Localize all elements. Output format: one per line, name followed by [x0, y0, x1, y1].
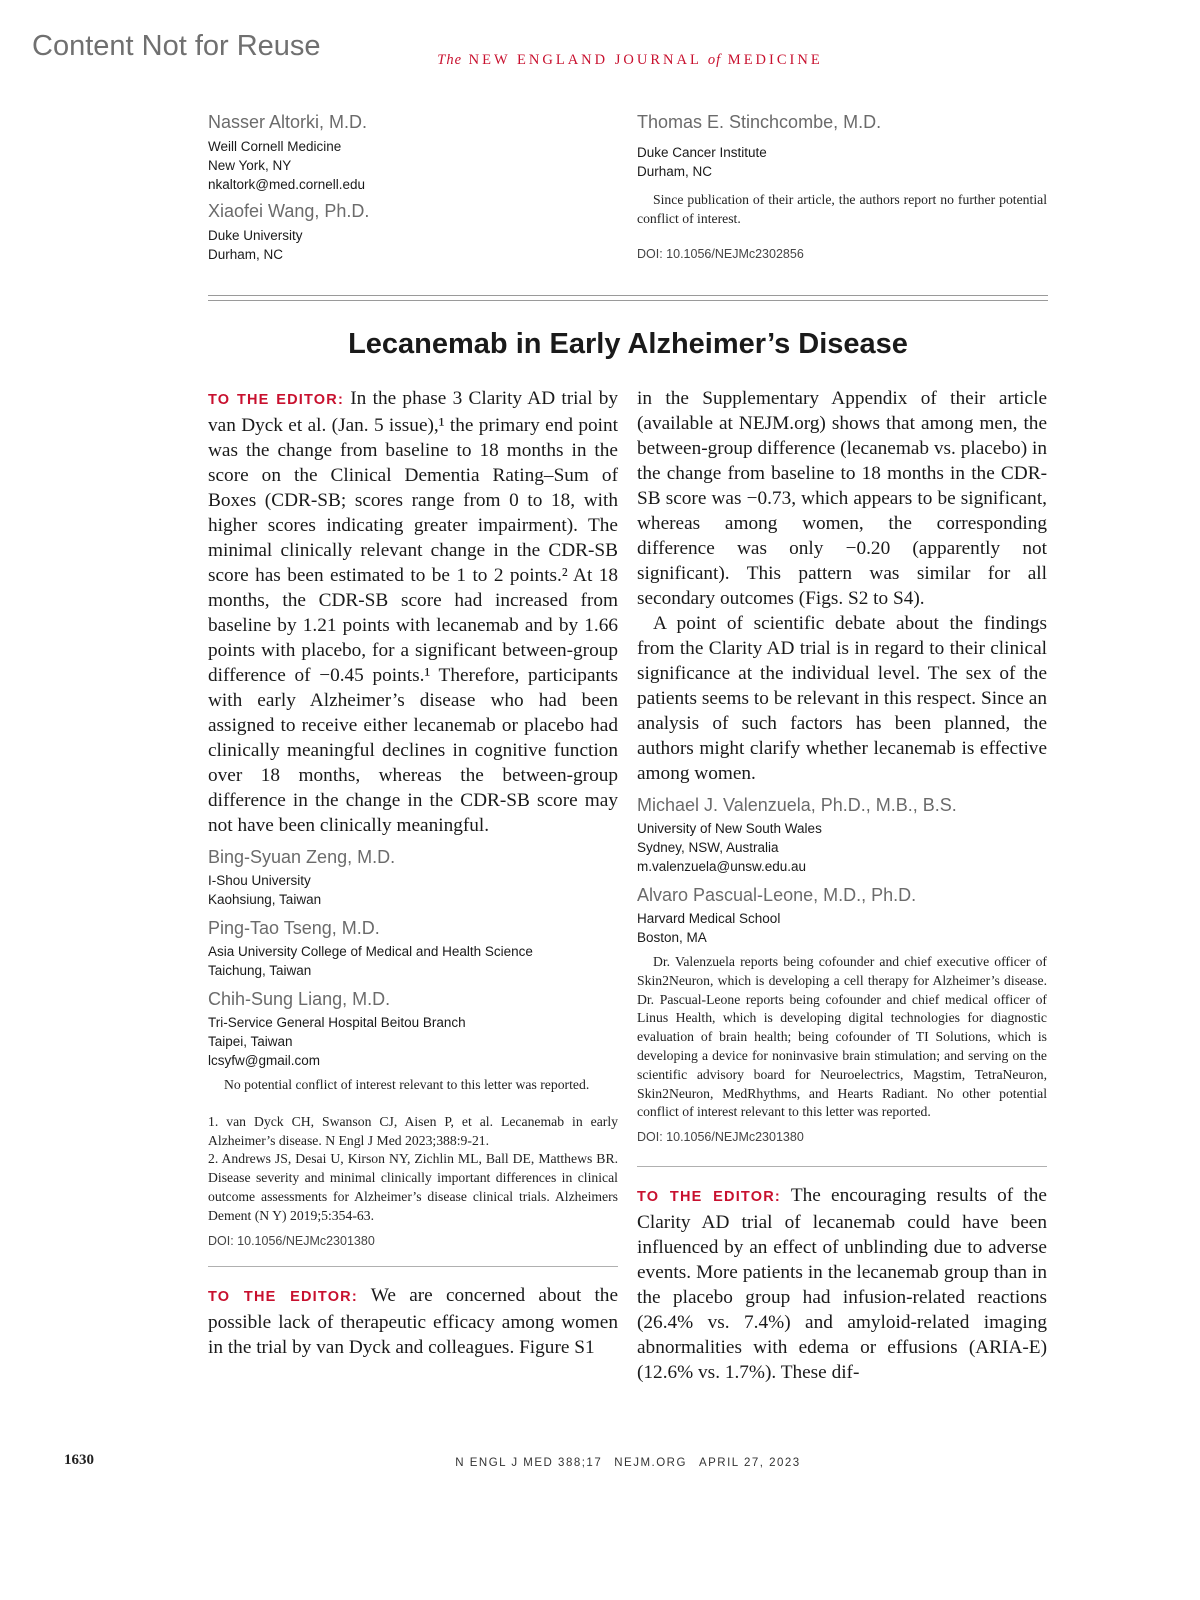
author-affiliation [208, 226, 618, 264]
to-the-editor-label: TO THE EDITOR: [208, 392, 344, 408]
to-the-editor-label: TO THE EDITOR: [208, 1288, 358, 1305]
reply-doi: DOI: 10.1056/NEJMc2302856 [637, 246, 804, 261]
watermark: Content Not for Reuse [32, 30, 321, 62]
affiliation-line: Taichung, Taiwan [208, 963, 312, 978]
author-name: Ping-Tao Tseng, M.D. [208, 918, 380, 938]
journal-header [0, 52, 1200, 69]
letter-2-text: We are concerned about the possible lack of therapeutic efficacy among women in the trial by van Dyck and colleagues. Figure S1 [208, 1284, 619, 1358]
author-email: m.valenzuela@unsw.edu.au [637, 859, 807, 874]
author-affiliation [637, 143, 1047, 181]
author-email: lcsyfw@gmail.com [208, 1053, 320, 1068]
author-affiliation [208, 137, 618, 194]
affiliation-line: Durham, NC [637, 164, 713, 179]
letter-2-disclosure: Dr. Valenzuela reports being cofounder and chief executive officer of Skin2Neuron, which is developing a cell therapy for Alzheimer’s disease. Dr. Pascual-Leone reports being cofounder and chief medical officer of Linus Health, which is developing digital technologies for diagnostic evaluation of brain health; being cofounder of TI Solutions, which is developing a device for noninvasive brain stimulation; and serving on the scientific advisory board for Neuroelectrics, Magstim, TetraNeuron, Skin2Neuron, MedRhythms, and Hearts Radiant. No other potential conflict of interest relevant to this letter was reported. [637, 954, 1047, 1120]
author-affiliation [208, 1013, 618, 1070]
references [208, 1113, 618, 1226]
letter-divider [208, 1266, 618, 1267]
affiliation-line: Weill Cornell Medicine [208, 139, 342, 154]
article-title: Lecanemab in Early Alzheimer’s Disease [348, 328, 908, 360]
letter-1-paragraph [208, 386, 618, 838]
reply-disclosure: Since publication of their article, the authors report no further potential conflict of interest. [637, 192, 1047, 226]
affiliation-line: Duke Cancer Institute [637, 145, 767, 160]
journal-name-1: NEW ENGLAND JOURNAL [468, 52, 702, 68]
letter-3-paragraph [637, 1183, 1047, 1385]
footer-site: NEJM.ORG [614, 1457, 687, 1469]
author-name: Nasser Altorki, M.D. [208, 112, 368, 132]
author-affiliation [208, 942, 618, 980]
journal-of: of [707, 52, 722, 68]
affiliation-line: Durham, NC [208, 247, 284, 262]
letter-3-text: The encouraging results of the Clarity AD trial of lecanemab could have been influenced by an effect of unblinding due to adverse events. More patients in the lecanemab group than in the placebo group had infusion-related reactions (26.4% vs. 7.4%) and amyloid-related imaging abnormalities with edema or effusions (ARIA-E) (12.6% vs. 1.7%). These dif- [637, 1185, 1047, 1384]
letter-1-disclosure: No potential conflict of interest relevant to this letter was reported. [224, 1077, 590, 1092]
letter-2-paragraph-cont: in the Supplementary Appendix of their article (available at NEJM.org) shows that among men, the between-group difference (lecanemab vs. placebo) in the change from baseline to 18 months in the CDR-SB score was −0.73, which appears to be significant, whereas among women, the corresponding difference was only −0.20 (apparently not significant). This pattern was similar for all secondary outcomes (Figs. S2 to S4). [637, 388, 1047, 609]
reply-authors-right [637, 111, 1047, 261]
affiliation-line: Sydney, NSW, Australia [637, 840, 779, 855]
affiliation-line: New York, NY [208, 158, 292, 173]
affiliation-line: Boston, MA [637, 930, 707, 945]
footer-citation [0, 1457, 1200, 1469]
author-name: Thomas E. Stinchcombe, M.D. [637, 112, 882, 132]
author-name: Xiaofei Wang, Ph.D. [208, 201, 370, 221]
author-email: nkaltork@med.cornell.edu [208, 177, 366, 192]
page-number: 1630 [64, 1452, 94, 1468]
affiliation-line: Taipei, Taiwan [208, 1034, 293, 1049]
affiliation-line: Harvard Medical School [637, 911, 781, 926]
letter-2-paragraph-start [208, 1283, 618, 1360]
journal-name-2: MEDICINE [727, 52, 823, 68]
reference-item: 1. van Dyck CH, Swanson CJ, Aisen P, et al. Lecanemab in early Alzheimer’s disease. N Engl J Med 2023;388:9-21. [208, 1113, 618, 1148]
to-the-editor-label: TO THE EDITOR: [637, 1189, 781, 1206]
affiliation-line: Kaohsiung, Taiwan [208, 892, 322, 907]
affiliation-line: Duke University [208, 228, 303, 243]
journal-the: The [437, 52, 463, 68]
letter-2-doi: DOI: 10.1056/NEJMc2301380 [637, 1130, 804, 1145]
author-affiliation [208, 871, 618, 909]
author-name: Chih-Sung Liang, M.D. [208, 989, 391, 1009]
author-name: Alvaro Pascual-Leone, M.D., Ph.D. [637, 885, 917, 905]
affiliation-line: I-Shou University [208, 873, 311, 888]
letter-2-paragraph-2: A point of scientific debate about the findings from the Clarity AD trial is in regard to their clinical significance at the individual level. The sex of the patients seems to be relevant in this respect. Since an analysis of such factors has been planned, the authors might clarify whether lecanemab is effective among women. [637, 613, 1047, 784]
reply-authors-left [208, 111, 618, 264]
author-affiliation [637, 819, 1047, 876]
author-name: Michael J. Valenzuela, Ph.D., M.B., B.S. [637, 795, 957, 815]
right-column [637, 386, 1047, 1385]
reference-item: 2. Andrews JS, Desai U, Kirson NY, Zichlin ML, Ball DE, Matthews BR. Disease severity and minimal clinically important differences in clinical outcome assessments for Alzheimer’s disease clinical trials. Alzheimers Dement (N Y) 2019;5:354-63. [208, 1151, 618, 1223]
affiliation-line: University of New South Wales [637, 821, 822, 836]
author-affiliation [637, 909, 1047, 947]
affiliation-line: Asia University College of Medical and Health Science [208, 944, 533, 959]
letter-1-doi: DOI: 10.1056/NEJMc2301380 [208, 1233, 375, 1248]
author-name: Bing-Syuan Zeng, M.D. [208, 847, 396, 867]
footer-journal: N ENGL J MED 388;17 [455, 1457, 603, 1469]
section-divider [208, 295, 1048, 301]
left-column [208, 386, 618, 1360]
footer-date: APRIL 27, 2023 [698, 1457, 801, 1469]
letter-1-text: In the phase 3 Clarity AD trial by van Dyck et al. (Jan. 5 issue),¹ the primary end point was the change from baseline to 18 months in the score on the Clinical Dementia Rating–Sum of Boxes (CDR-SB; scores range from 0 to 18, with higher scores indicating greater impairment). The minimal clinically relevant change in the CDR-SB score has been estimated to be 1 to 2 points.² At 18 months, the CDR-SB score had increased from baseline by 1.21 points with lecanemab and by 1.66 points with placebo, for a significant between-group difference of −0.45 points.¹ Therefore, participants with early Alzheimer’s disease who had been assigned to receive either lecanemab or placebo had clinically meaningful declines in cognitive function over 18 months, whereas the between-group difference in the change in the CDR-SB score may not have been clinically meaningful. [208, 388, 618, 836]
letter-divider [637, 1166, 1047, 1167]
affiliation-line: Tri-Service General Hospital Beitou Branch [208, 1015, 466, 1030]
